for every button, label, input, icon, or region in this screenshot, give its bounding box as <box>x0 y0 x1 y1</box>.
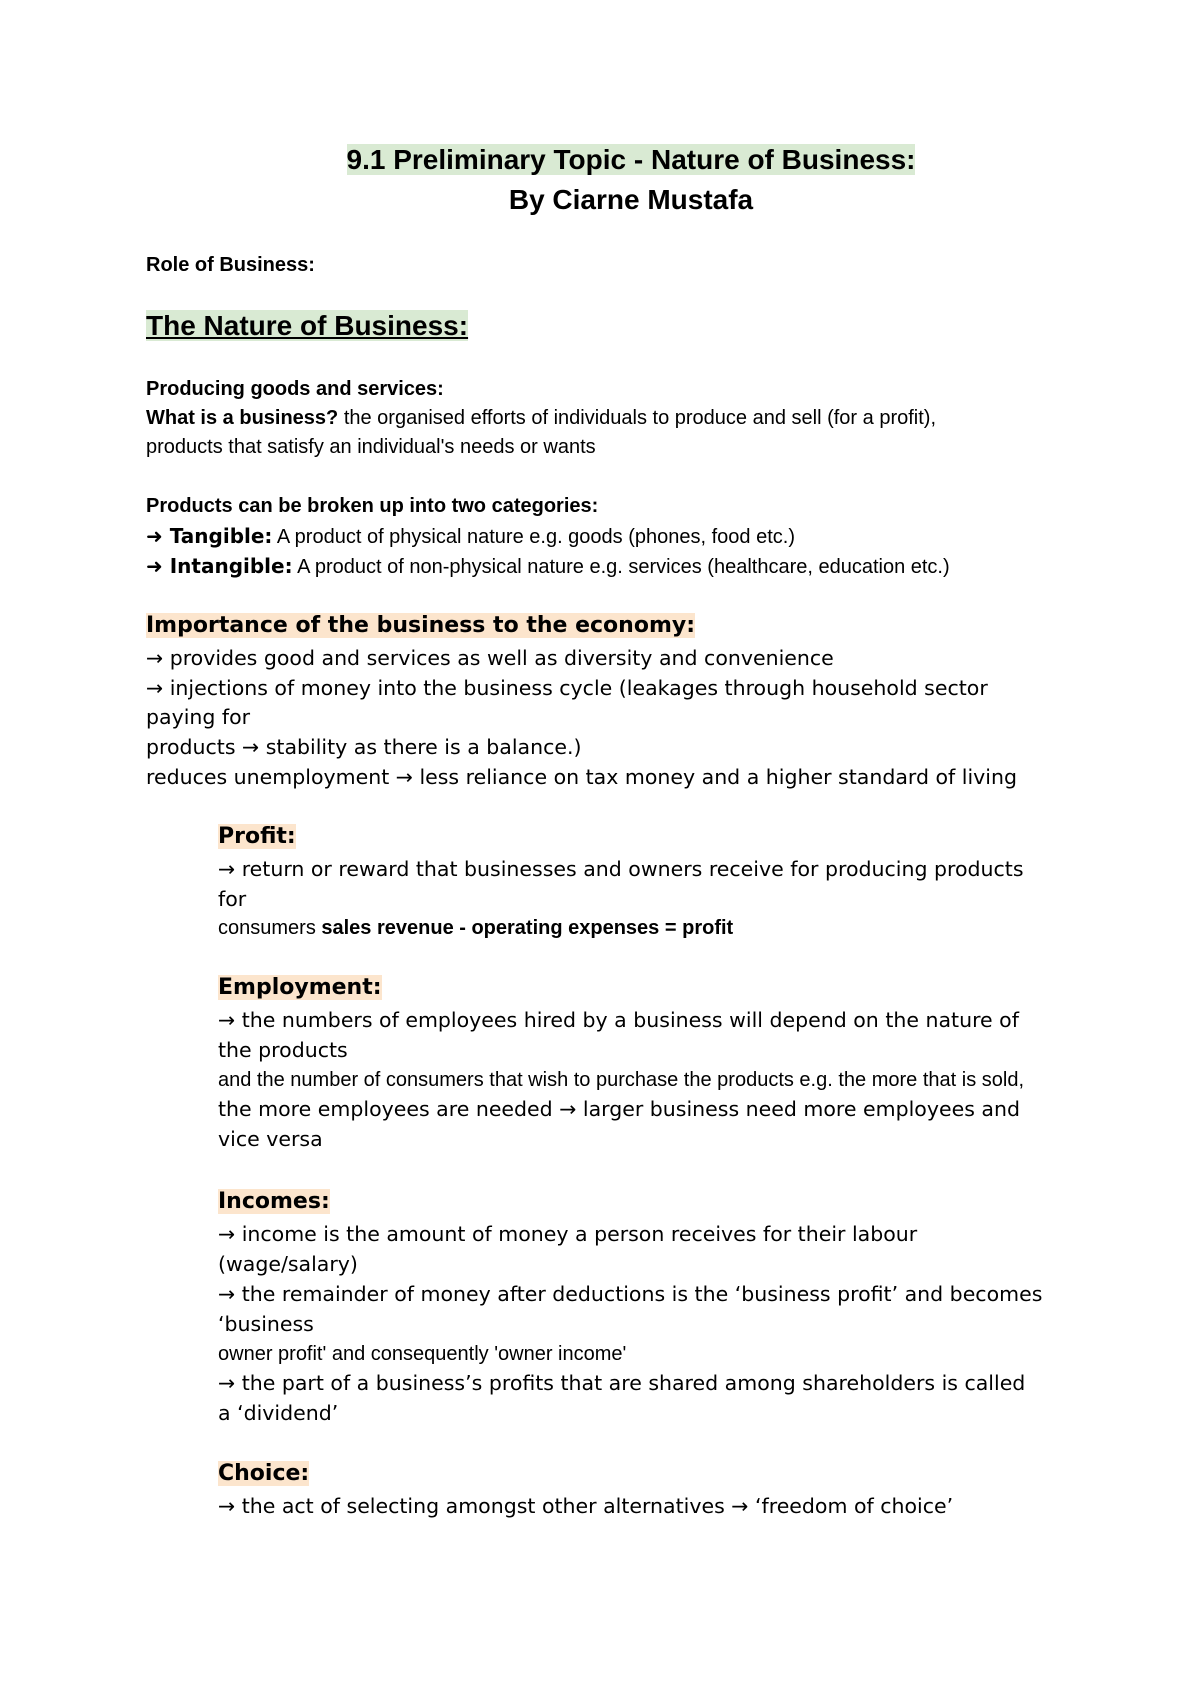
importance-line: → provides good and services as well as diversity and convenience <box>146 646 834 670</box>
importance-line: paying for <box>146 705 251 729</box>
choice-line: → the act of selecting amongst other alternatives → ‘freedom of choice’ <box>218 1494 954 1518</box>
tangible-label: ➜ Tangible: <box>146 524 273 548</box>
employment-line: vice versa <box>218 1127 323 1151</box>
tangible-line <box>146 521 795 552</box>
employment-heading: Employment: <box>218 975 382 1000</box>
profit-formula-line <box>218 913 733 943</box>
what-is-business-answer-cont: products that satisfy an individual's needs or wants <box>146 436 596 458</box>
incomes-line: → income is the amount of money a person receives for their labour <box>218 1222 918 1246</box>
profit-consumers: consumers <box>218 917 322 939</box>
incomes-line: → the remainder of money after deductions is the ‘business profit’ and becomes <box>218 1282 1043 1306</box>
incomes-line: owner profit' and consequently 'owner income' <box>218 1343 627 1365</box>
importance-line: reduces unemployment → less reliance on tax money and a higher standard of living <box>146 765 1017 789</box>
profit-line: → return or reward that businesses and owners receive for producing products <box>218 857 1024 881</box>
employment-line: the more employees are needed → larger business need more employees and <box>218 1097 1020 1121</box>
incomes-line: ‘business <box>218 1312 314 1336</box>
importance-line: → injections of money into the business cycle (leakages through household sector <box>146 676 988 700</box>
nature-heading: The Nature of Business: <box>146 310 469 341</box>
incomes-line: a ‘dividend’ <box>218 1401 339 1425</box>
profit-formula: sales revenue - operating expenses = profit <box>321 917 734 939</box>
incomes-line: → the part of a business’s profits that are shared among shareholders is called <box>218 1371 1026 1395</box>
employment-line: and the number of consumers that wish to purchase the products e.g. the more that is sold, <box>218 1069 1024 1091</box>
title-block <box>0 140 1200 220</box>
profit-heading: Profit: <box>218 824 296 849</box>
importance-line: products → stability as there is a balance.) <box>146 735 582 759</box>
tangible-text: A product of physical nature e.g. goods (phones, food etc.) <box>272 526 795 548</box>
incomes-heading: Incomes: <box>218 1189 330 1214</box>
document-title: 9.1 Preliminary Topic - Nature of Business: <box>346 144 916 175</box>
employment-line: the products <box>218 1038 348 1062</box>
producing-heading: Producing goods and services: <box>146 378 444 400</box>
role-heading: Role of Business: <box>146 254 315 276</box>
what-is-business-answer: the organised efforts of individuals to produce and sell (for a profit), <box>338 407 937 429</box>
intangible-text: A product of non-physical nature e.g. services (healthcare, education etc.) <box>292 556 950 578</box>
document-author: By Ciarne Mustafa <box>508 184 754 215</box>
categories-heading: Products can be broken up into two categories: <box>146 495 599 517</box>
intangible-line <box>146 551 950 582</box>
choice-heading: Choice: <box>218 1461 310 1486</box>
profit-line: for <box>218 887 247 911</box>
importance-heading: Importance of the business to the economy: <box>146 613 696 638</box>
what-is-business-line <box>146 403 936 433</box>
intangible-label: ➜ Intangible: <box>146 554 293 578</box>
incomes-line: (wage/salary) <box>218 1252 358 1276</box>
employment-line: → the numbers of employees hired by a business will depend on the nature of <box>218 1008 1019 1032</box>
what-is-business-question: What is a business? <box>146 407 339 429</box>
